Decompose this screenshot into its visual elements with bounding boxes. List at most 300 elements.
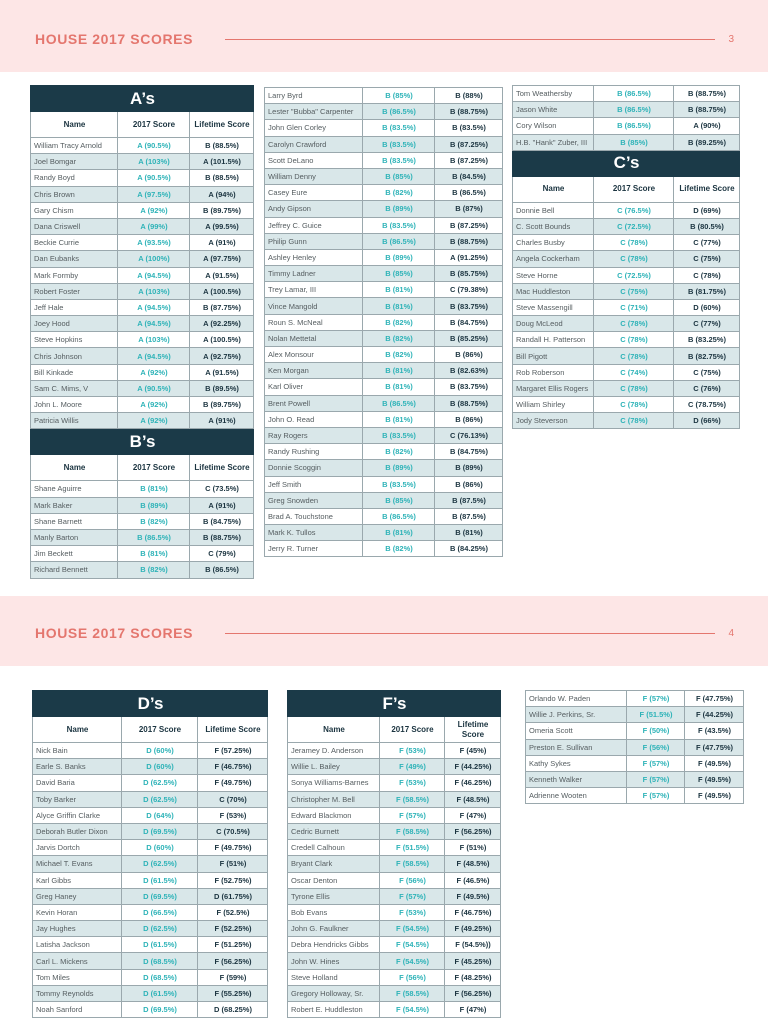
lifetime-score: F (46.75%) — [198, 759, 268, 775]
member-name: Bill Kinkade — [31, 364, 118, 380]
member-name: Randall H. Patterson — [513, 332, 594, 348]
score-2017: F (57%) — [627, 771, 685, 787]
table-row — [526, 707, 744, 723]
score-2017: F (58.5%) — [380, 823, 445, 839]
column-header-row — [31, 455, 254, 481]
member-name: Randy Boyd — [31, 170, 118, 186]
table-row — [31, 316, 254, 332]
lifetime-score: F (47%) — [445, 1002, 501, 1018]
lifetime-score: B (84.5%) — [435, 168, 503, 184]
score-2017: F (53%) — [380, 904, 445, 920]
table-row — [31, 348, 254, 364]
score-2017: F (54.5%) — [380, 953, 445, 969]
lifetime-score: F (48.5%) — [445, 856, 501, 872]
score-2017: C (78%) — [594, 332, 674, 348]
table-row — [513, 316, 740, 332]
score-2017: D (62.5%) — [122, 791, 198, 807]
score-2017: A (92%) — [118, 364, 190, 380]
score-2017: B (81%) — [363, 379, 435, 395]
score-2017: B (82%) — [363, 347, 435, 363]
lifetime-score: F (48.5%) — [445, 791, 501, 807]
score-2017: F (58.5%) — [380, 985, 445, 1001]
page4-number: 4 — [728, 628, 734, 639]
score-column-header: 2017 Score — [118, 455, 190, 481]
lifetime-score: B (88.75%) — [435, 104, 503, 120]
member-name: Jim Beckett — [31, 546, 118, 562]
score-2017: B (86.5%) — [118, 529, 190, 545]
lifetime-score: A (94%) — [190, 186, 254, 202]
table-row — [265, 314, 503, 330]
score-2017: F (54.5%) — [380, 1002, 445, 1018]
score-2017: B (83.5%) — [363, 476, 435, 492]
member-name: Brent Powell — [265, 395, 363, 411]
lifetime-column-header: Lifetime Score — [198, 717, 268, 743]
lifetime-score: B (86%) — [435, 476, 503, 492]
score-2017: A (92%) — [118, 413, 190, 429]
member-name: Bryant Clark — [288, 856, 380, 872]
table-row — [265, 330, 503, 346]
table-row — [288, 937, 501, 953]
table-row — [31, 235, 254, 251]
member-name: Robert Foster — [31, 283, 118, 299]
table-row — [513, 102, 740, 118]
grade-banner-row — [33, 691, 268, 717]
lifetime-score: F (49.25%) — [445, 921, 501, 937]
lifetime-score: B (85.75%) — [435, 266, 503, 282]
score-2017: B (85%) — [363, 266, 435, 282]
table-row — [31, 154, 254, 170]
lifetime-score: A (101.5%) — [190, 154, 254, 170]
table-row — [33, 840, 268, 856]
member-name: Credell Calhoun — [288, 840, 380, 856]
lifetime-score: A (91.25%) — [435, 249, 503, 265]
member-name: John Glen Corley — [265, 120, 363, 136]
table-row — [265, 168, 503, 184]
lifetime-score: B (86.5%) — [435, 185, 503, 201]
score-2017: B (83.5%) — [363, 217, 435, 233]
table-row — [265, 379, 503, 395]
grade-banner-row — [513, 150, 740, 176]
score-2017: D (64%) — [122, 807, 198, 823]
table-row — [288, 856, 501, 872]
lifetime-score: C (79%) — [190, 546, 254, 562]
score-column-header: 2017 Score — [122, 717, 198, 743]
member-name: Trey Lamar, III — [265, 282, 363, 298]
lifetime-score: B (87%) — [435, 201, 503, 217]
table-row — [288, 888, 501, 904]
lifetime-score: B (88.75%) — [435, 233, 503, 249]
member-name: Latisha Jackson — [33, 937, 122, 953]
member-name: Jeramey D. Anderson — [288, 743, 380, 759]
table-row — [288, 775, 501, 791]
lifetime-score: A (91.5%) — [190, 267, 254, 283]
lifetime-score: D (60%) — [674, 299, 740, 315]
table-row — [288, 840, 501, 856]
score-2017: B (86.5%) — [363, 104, 435, 120]
table-row — [526, 788, 744, 804]
score-2017: A (99%) — [118, 218, 190, 234]
score-2017: B (82%) — [363, 444, 435, 460]
table-row — [288, 953, 501, 969]
grade-banner: C’s — [513, 150, 740, 176]
lifetime-score: C (76%) — [674, 380, 740, 396]
table-row — [33, 969, 268, 985]
table-row — [33, 985, 268, 1001]
score-2017: B (82%) — [363, 185, 435, 201]
lifetime-column-header: Lifetime Score — [674, 176, 740, 202]
table-row — [265, 104, 503, 120]
member-name: Willie J. Perkins, Sr. — [526, 707, 627, 723]
member-name: Larry Byrd — [265, 88, 363, 104]
lifetime-score: B (82.63%) — [435, 363, 503, 379]
grade-a-table — [30, 85, 254, 579]
score-2017: F (53%) — [380, 775, 445, 791]
score-2017: C (78%) — [594, 251, 674, 267]
lifetime-score: C (77%) — [674, 316, 740, 332]
member-name: Ray Rogers — [265, 427, 363, 443]
member-name: Beckie Currie — [31, 235, 118, 251]
table-row — [31, 186, 254, 202]
table-row — [513, 267, 740, 283]
member-name: Kevin Horan — [33, 904, 122, 920]
table-row — [265, 444, 503, 460]
score-2017: A (103%) — [118, 332, 190, 348]
lifetime-score: C (76.13%) — [435, 427, 503, 443]
score-2017: B (82%) — [118, 513, 190, 529]
score-2017: F (51.5%) — [627, 707, 685, 723]
table-row — [33, 791, 268, 807]
score-2017: B (86.5%) — [363, 508, 435, 524]
score-2017: C (75%) — [594, 283, 674, 299]
member-name: Greg Snowden — [265, 492, 363, 508]
lifetime-score: F (56.25%) — [445, 985, 501, 1001]
score-2017: C (72.5%) — [594, 267, 674, 283]
score-2017: B (86.5%) — [594, 118, 674, 134]
lifetime-score: F (59%) — [198, 969, 268, 985]
score-2017: A (94.5%) — [118, 316, 190, 332]
lifetime-score: D (69%) — [674, 202, 740, 218]
lifetime-score: D (66%) — [674, 413, 740, 429]
member-name: Gregory Holloway, Sr. — [288, 985, 380, 1001]
score-2017: D (62.5%) — [122, 856, 198, 872]
table-row — [288, 904, 501, 920]
lifetime-score: F (47.75%) — [685, 739, 744, 755]
lifetime-score: B (86.5%) — [190, 562, 254, 578]
member-name: Roun S. McNeal — [265, 314, 363, 330]
table-row — [288, 1002, 501, 1018]
lifetime-score: C (77%) — [674, 235, 740, 251]
score-2017: B (83.5%) — [363, 136, 435, 152]
score-2017: B (86.5%) — [594, 86, 674, 102]
name-column-header: Name — [33, 717, 122, 743]
score-2017: F (56%) — [627, 739, 685, 755]
lifetime-score: B (86%) — [435, 347, 503, 363]
member-name: Tom Miles — [33, 969, 122, 985]
table-row — [31, 513, 254, 529]
member-name: Randy Rushing — [265, 444, 363, 460]
score-2017: F (50%) — [627, 723, 685, 739]
table-row — [265, 525, 503, 541]
member-name: Brad A. Touchstone — [265, 508, 363, 524]
grade-banner: F’s — [288, 691, 501, 717]
table-row — [31, 497, 254, 513]
page4-rule — [225, 633, 715, 634]
member-name: Robert E. Huddleston — [288, 1002, 380, 1018]
member-name: Tyrone Ellis — [288, 888, 380, 904]
score-2017: A (94.5%) — [118, 299, 190, 315]
lifetime-score: F (52.75%) — [198, 872, 268, 888]
table-row — [33, 823, 268, 839]
score-column-header: 2017 Score — [380, 717, 445, 743]
score-2017: A (90.5%) — [118, 380, 190, 396]
score-2017: C (78%) — [594, 235, 674, 251]
lifetime-score: C (78%) — [674, 267, 740, 283]
score-2017: B (89%) — [118, 497, 190, 513]
score-2017: F (56%) — [380, 969, 445, 985]
table-row — [265, 88, 503, 104]
table-row — [288, 759, 501, 775]
page3-header — [0, 0, 768, 72]
table-row — [265, 347, 503, 363]
lifetime-score: F (57.25%) — [198, 743, 268, 759]
table-row — [265, 298, 503, 314]
score-2017: B (83.5%) — [363, 427, 435, 443]
lifetime-score: A (100.5%) — [190, 283, 254, 299]
lifetime-column-header: Lifetime Score — [445, 717, 501, 743]
member-name: Bill Pigott — [513, 348, 594, 364]
table-row — [265, 476, 503, 492]
grade-banner: D’s — [33, 691, 268, 717]
table-row — [31, 332, 254, 348]
lifetime-score: B (81%) — [435, 525, 503, 541]
lifetime-score: F (53%) — [198, 807, 268, 823]
score-2017: A (94.5%) — [118, 348, 190, 364]
table-row — [288, 985, 501, 1001]
score-column-header: 2017 Score — [118, 112, 190, 138]
lifetime-score: A (92.75%) — [190, 348, 254, 364]
table-row — [265, 541, 503, 557]
member-name: John L. Moore — [31, 397, 118, 413]
name-column-header: Name — [31, 112, 118, 138]
table-row — [526, 739, 744, 755]
member-name: Steve Massengill — [513, 299, 594, 315]
score-2017: B (86.5%) — [363, 395, 435, 411]
score-2017: B (83.5%) — [363, 120, 435, 136]
score-2017: C (78%) — [594, 316, 674, 332]
score-2017: F (58.5%) — [380, 791, 445, 807]
score-2017: A (103%) — [118, 283, 190, 299]
lifetime-score: F (49.75%) — [198, 775, 268, 791]
table-row — [31, 251, 254, 267]
table-row — [31, 397, 254, 413]
member-name: Shane Aguirre — [31, 481, 118, 497]
member-name: Jason White — [513, 102, 594, 118]
grade-b-table-end — [512, 85, 740, 429]
lifetime-score: F (52.25%) — [198, 921, 268, 937]
table-row — [33, 921, 268, 937]
lifetime-score: C (73.5%) — [190, 481, 254, 497]
name-column-header: Name — [31, 455, 118, 481]
member-name: Donnie Bell — [513, 202, 594, 218]
member-name: Richard Bennett — [31, 562, 118, 578]
name-column-header: Name — [288, 717, 380, 743]
score-2017: F (57%) — [627, 788, 685, 804]
member-name: Mark Formby — [31, 267, 118, 283]
score-2017: F (54.5%) — [380, 921, 445, 937]
table-row — [513, 251, 740, 267]
lifetime-score: F (54.5%)) — [445, 937, 501, 953]
score-2017: D (62.5%) — [122, 921, 198, 937]
member-name: Chris Johnson — [31, 348, 118, 364]
score-2017: B (85%) — [594, 134, 674, 150]
member-name: Jeff Hale — [31, 299, 118, 315]
member-name: Margaret Ellis Rogers — [513, 380, 594, 396]
member-name: Omeria Scott — [526, 723, 627, 739]
score-2017: B (85%) — [363, 88, 435, 104]
lifetime-score: B (80.5%) — [674, 218, 740, 234]
lifetime-score: F (51%) — [198, 856, 268, 872]
member-name: Adrienne Wooten — [526, 788, 627, 804]
score-2017: D (60%) — [122, 743, 198, 759]
lifetime-score: A (92.25%) — [190, 316, 254, 332]
member-name: Nolan Mettetal — [265, 330, 363, 346]
member-name: Alex Monsour — [265, 347, 363, 363]
table-row — [513, 235, 740, 251]
member-name: Earle S. Banks — [33, 759, 122, 775]
lifetime-score: F (43.5%) — [685, 723, 744, 739]
grade-b-table-continued — [264, 87, 503, 557]
lifetime-score: B (89%) — [435, 460, 503, 476]
lifetime-score: F (49.75%) — [198, 840, 268, 856]
table-row — [31, 267, 254, 283]
member-name: Steve Holland — [288, 969, 380, 985]
grade-d-table — [32, 690, 268, 1018]
table-row — [526, 691, 744, 707]
member-name: Donnie Scoggin — [265, 460, 363, 476]
score-2017: C (72.5%) — [594, 218, 674, 234]
score-2017: C (78%) — [594, 397, 674, 413]
table-row — [513, 348, 740, 364]
table-row — [288, 823, 501, 839]
member-name: John W. Hines — [288, 953, 380, 969]
table-row — [31, 299, 254, 315]
member-name: Kathy Sykes — [526, 755, 627, 771]
lifetime-score: F (44.25%) — [445, 759, 501, 775]
score-2017: D (61.5%) — [122, 872, 198, 888]
member-name: Kenneth Walker — [526, 771, 627, 787]
member-name: Karl Oliver — [265, 379, 363, 395]
page4-title: HOUSE 2017 SCORES — [35, 625, 194, 641]
member-name: C. Scott Bounds — [513, 218, 594, 234]
table-row — [288, 921, 501, 937]
table-row — [513, 283, 740, 299]
member-name: Tom Weathersby — [513, 86, 594, 102]
table-row — [31, 202, 254, 218]
score-column-header: 2017 Score — [594, 176, 674, 202]
member-name: Scott DeLano — [265, 152, 363, 168]
score-2017: D (62.5%) — [122, 775, 198, 791]
lifetime-score: B (84.25%) — [435, 541, 503, 557]
table-row — [513, 380, 740, 396]
table-row — [33, 872, 268, 888]
lifetime-score: F (51%) — [445, 840, 501, 856]
table-row — [265, 185, 503, 201]
table-row — [265, 136, 503, 152]
table-row — [288, 969, 501, 985]
member-name: Mac Huddleston — [513, 283, 594, 299]
member-name: Deborah Butler Dixon — [33, 823, 122, 839]
member-name: Karl Gibbs — [33, 872, 122, 888]
score-2017: B (89%) — [363, 201, 435, 217]
score-2017: B (81%) — [363, 411, 435, 427]
table-row — [265, 395, 503, 411]
lifetime-score: F (51.25%) — [198, 937, 268, 953]
lifetime-score: F (47.75%) — [685, 691, 744, 707]
score-2017: F (51.5%) — [380, 840, 445, 856]
member-name: Christopher M. Bell — [288, 791, 380, 807]
lifetime-score: F (45.25%) — [445, 953, 501, 969]
lifetime-score: F (49.5%) — [685, 771, 744, 787]
table-row — [265, 282, 503, 298]
score-2017: F (56%) — [380, 872, 445, 888]
member-name: Rob Roberson — [513, 364, 594, 380]
member-name: Michael T. Evans — [33, 856, 122, 872]
lifetime-score: B (83.75%) — [435, 379, 503, 395]
member-name: Carl L. Mickens — [33, 953, 122, 969]
member-name: Dan Eubanks — [31, 251, 118, 267]
member-name: William Tracy Arnold — [31, 138, 118, 154]
page3-number: 3 — [728, 34, 734, 45]
member-name: Timmy Ladner — [265, 266, 363, 282]
lifetime-score: C (75%) — [674, 364, 740, 380]
lifetime-score: B (87.5%) — [435, 492, 503, 508]
member-name: Greg Haney — [33, 888, 122, 904]
table-row — [31, 413, 254, 429]
member-name: Sonya Williams-Barnes — [288, 775, 380, 791]
lifetime-score: F (46.75%) — [445, 904, 501, 920]
score-2017: D (61.5%) — [122, 937, 198, 953]
table-row — [513, 397, 740, 413]
member-name: Edward Blackmon — [288, 807, 380, 823]
table-row — [31, 562, 254, 578]
score-2017: B (86.5%) — [594, 102, 674, 118]
member-name: Joel Bomgar — [31, 154, 118, 170]
member-name: Cory Wilson — [513, 118, 594, 134]
member-name: Steve Horne — [513, 267, 594, 283]
table-row — [33, 775, 268, 791]
score-2017: B (83.5%) — [363, 152, 435, 168]
member-name: John G. Faulkner — [288, 921, 380, 937]
member-name: John O. Read — [265, 411, 363, 427]
column-header-row — [513, 176, 740, 202]
table-row — [265, 460, 503, 476]
lifetime-score: B (83.5%) — [435, 120, 503, 136]
lifetime-score: B (88.75%) — [190, 529, 254, 545]
member-name: Toby Barker — [33, 791, 122, 807]
lifetime-score: A (91%) — [190, 497, 254, 513]
grade-banner-row — [31, 429, 254, 455]
lifetime-score: F (46.5%) — [445, 872, 501, 888]
member-name: Gary Chism — [31, 202, 118, 218]
member-name: Jeffrey C. Guice — [265, 217, 363, 233]
score-2017: A (93.5%) — [118, 235, 190, 251]
table-row — [526, 723, 744, 739]
member-name: William Denny — [265, 168, 363, 184]
table-row — [265, 217, 503, 233]
table-row — [31, 283, 254, 299]
table-row — [31, 481, 254, 497]
table-row — [265, 508, 503, 524]
